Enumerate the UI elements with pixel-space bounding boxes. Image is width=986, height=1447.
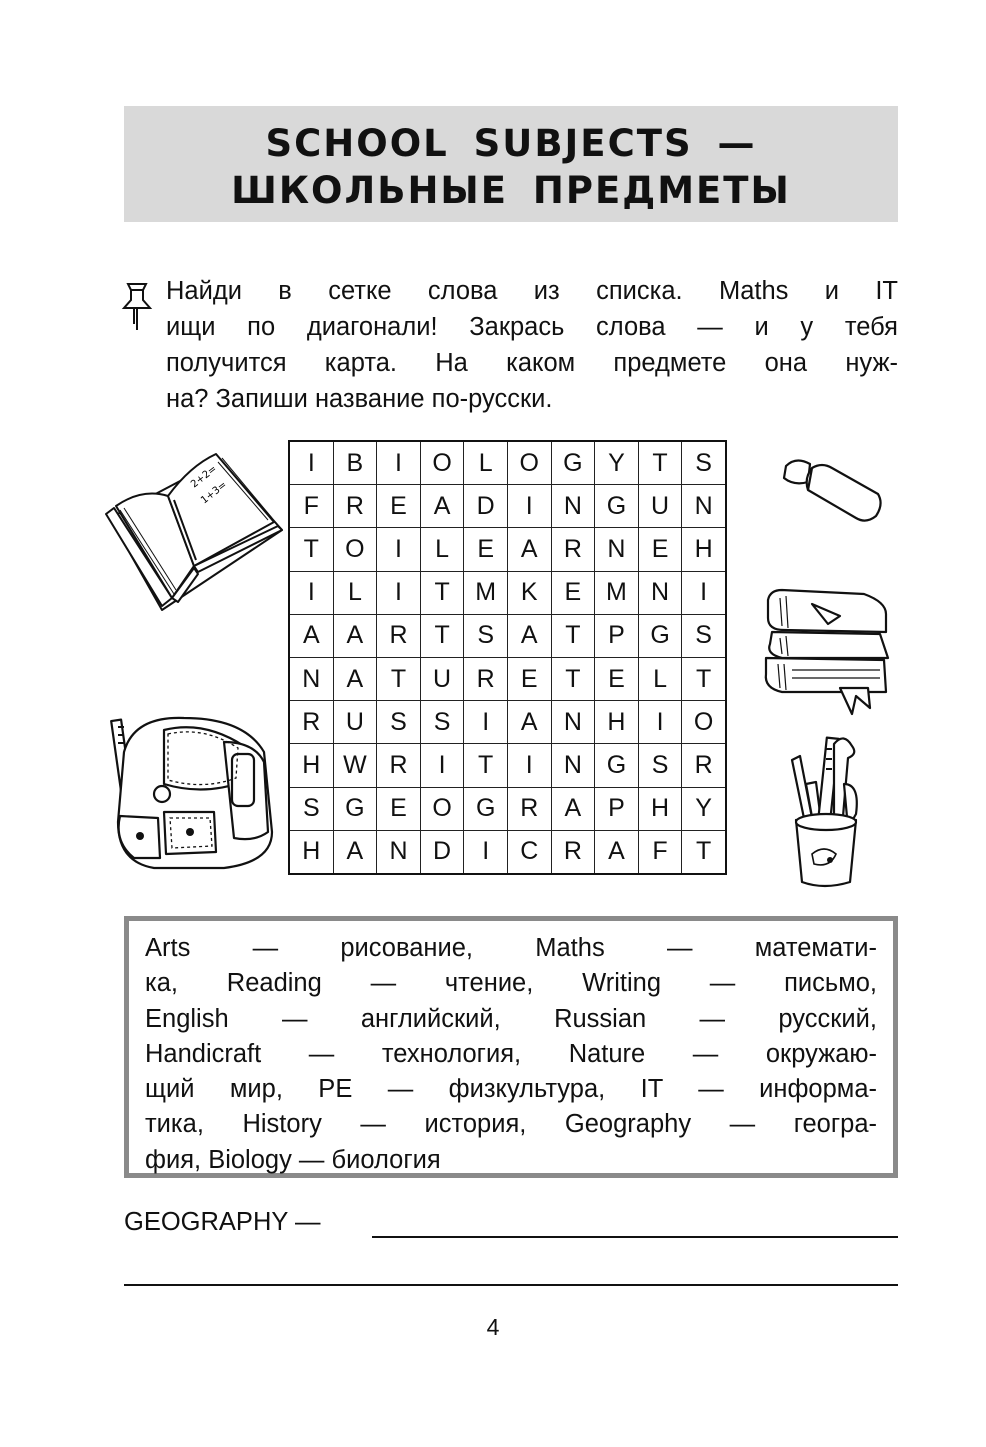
answer-label: GEOGRAPHY — xyxy=(124,1208,321,1236)
grid-cell[interactable]: T xyxy=(682,830,726,874)
grid-cell[interactable]: U xyxy=(638,485,682,528)
grid-cell[interactable]: R xyxy=(377,614,421,657)
grid-cell[interactable]: K xyxy=(507,571,551,614)
grid-cell[interactable]: A xyxy=(595,830,639,874)
grid-cell[interactable]: A xyxy=(289,614,333,657)
grid-cell[interactable]: H xyxy=(595,701,639,744)
grid-cell[interactable]: I xyxy=(420,744,464,787)
grid-cell[interactable]: G xyxy=(551,441,595,485)
grid-cell[interactable]: I xyxy=(377,571,421,614)
pencil-cup-illustration xyxy=(784,724,864,890)
grid-cell[interactable]: R xyxy=(377,744,421,787)
grid-cell[interactable]: A xyxy=(507,528,551,571)
grid-cell[interactable]: T xyxy=(377,657,421,700)
grid-cell[interactable]: N xyxy=(289,657,333,700)
grid-cell[interactable]: O xyxy=(420,787,464,830)
grid-cell[interactable]: W xyxy=(333,744,377,787)
grid-cell[interactable]: T xyxy=(420,571,464,614)
grid-cell[interactable]: R xyxy=(333,485,377,528)
instruction-line: Найди в сетке слова из списка. Maths и IT xyxy=(166,277,898,305)
grid-cell[interactable]: E xyxy=(377,485,421,528)
grid-cell[interactable]: O xyxy=(333,528,377,571)
grid-cell[interactable]: D xyxy=(420,830,464,874)
grid-cell[interactable]: I xyxy=(507,485,551,528)
grid-row xyxy=(289,571,726,614)
grid-cell[interactable]: H xyxy=(289,830,333,874)
grid-cell[interactable]: A xyxy=(507,701,551,744)
grid-cell[interactable]: A xyxy=(333,614,377,657)
grid-cell[interactable]: B xyxy=(333,441,377,485)
grid-cell[interactable]: E xyxy=(464,528,508,571)
grid-cell[interactable]: T xyxy=(638,441,682,485)
grid-cell[interactable]: S xyxy=(289,787,333,830)
grid-row xyxy=(289,787,726,830)
grid-cell[interactable]: C xyxy=(507,830,551,874)
grid-cell[interactable]: U xyxy=(333,701,377,744)
grid-cell[interactable]: H xyxy=(682,528,726,571)
page-title xyxy=(124,106,898,222)
grid-cell[interactable]: I xyxy=(464,830,508,874)
grid-cell[interactable]: A xyxy=(333,830,377,874)
grid-cell[interactable]: P xyxy=(595,614,639,657)
grid-cell[interactable]: N xyxy=(551,744,595,787)
vocabulary-box xyxy=(124,916,898,1178)
grid-cell[interactable]: R xyxy=(507,787,551,830)
grid-cell[interactable]: Y xyxy=(682,787,726,830)
grid-row xyxy=(289,614,726,657)
grid-cell[interactable]: I xyxy=(638,701,682,744)
grid-cell[interactable]: S xyxy=(420,701,464,744)
vocabulary-line: щий мир, PE — физкультура, IT — информа- xyxy=(145,1075,877,1104)
open-book-illustration xyxy=(102,448,286,614)
vocabulary-line: Handicraft — технология, Nature — окружаю- xyxy=(145,1039,877,1068)
grid-cell[interactable]: T xyxy=(289,528,333,571)
title-line-english: SCHOOL SUBJECTS — xyxy=(265,122,757,165)
grid-cell[interactable]: I xyxy=(377,528,421,571)
grid-cell[interactable]: N xyxy=(551,485,595,528)
grid-cell[interactable]: M xyxy=(595,571,639,614)
grid-cell[interactable]: S xyxy=(638,744,682,787)
grid-cell[interactable]: T xyxy=(551,657,595,700)
grid-cell[interactable]: N xyxy=(595,528,639,571)
book-math-text-1: 2+2= xyxy=(189,463,220,491)
instruction-line: на? Запиши название по-русски. xyxy=(166,385,553,413)
grid-cell[interactable]: O xyxy=(420,441,464,485)
page-number: 4 xyxy=(486,1314,500,1340)
grid-cell[interactable]: G xyxy=(333,787,377,830)
answer-write-line-2[interactable] xyxy=(124,1284,898,1286)
vocabulary-line: тика, History — история, Geography — геогра- xyxy=(145,1110,877,1139)
word-search-grid xyxy=(288,440,727,875)
grid-cell[interactable]: E xyxy=(377,787,421,830)
grid-cell[interactable]: P xyxy=(595,787,639,830)
vocabulary-line: фия, Biology — биология xyxy=(145,1145,441,1174)
grid-cell[interactable]: E xyxy=(638,528,682,571)
grid-cell[interactable]: F xyxy=(638,830,682,874)
usb-drive-illustration xyxy=(778,454,886,526)
grid-cell[interactable]: A xyxy=(333,657,377,700)
grid-cell[interactable]: I xyxy=(377,441,421,485)
title-line-russian: ШКОЛЬНЫЕ ПРЕДМЕТЫ xyxy=(231,169,791,212)
grid-cell[interactable]: E xyxy=(507,657,551,700)
grid-cell[interactable]: F xyxy=(289,485,333,528)
grid-cell[interactable]: E xyxy=(595,657,639,700)
grid-cell[interactable]: G xyxy=(638,614,682,657)
grid-cell[interactable]: I xyxy=(289,441,333,485)
book-math-text-2: 1+3= xyxy=(199,479,230,507)
grid-cell[interactable]: T xyxy=(420,614,464,657)
answer-write-line[interactable] xyxy=(372,1236,898,1238)
grid-cell[interactable]: N xyxy=(377,830,421,874)
grid-cell[interactable]: I xyxy=(289,571,333,614)
grid-cell[interactable]: L xyxy=(464,441,508,485)
grid-cell[interactable]: N xyxy=(551,701,595,744)
instruction-line: ищи по диагонали! Закрась слова — и у тебя xyxy=(166,313,898,341)
grid-cell[interactable]: I xyxy=(682,571,726,614)
grid-cell[interactable]: N xyxy=(638,571,682,614)
grid-cell[interactable]: D xyxy=(464,485,508,528)
pushpin-icon xyxy=(118,278,162,336)
grid-cell[interactable]: N xyxy=(682,485,726,528)
grid-row xyxy=(289,701,726,744)
grid-cell[interactable]: G xyxy=(595,485,639,528)
grid-row xyxy=(289,744,726,787)
grid-cell[interactable]: G xyxy=(464,787,508,830)
grid-cell[interactable]: L xyxy=(420,528,464,571)
grid-cell[interactable]: R xyxy=(551,830,595,874)
grid-cell[interactable]: I xyxy=(507,744,551,787)
grid-cell[interactable]: G xyxy=(595,744,639,787)
grid-cell[interactable]: H xyxy=(638,787,682,830)
grid-cell[interactable]: A xyxy=(507,614,551,657)
grid-cell[interactable]: R xyxy=(464,657,508,700)
grid-row xyxy=(289,830,726,874)
vocabulary-line: English — английский, Russian — русский, xyxy=(145,1004,877,1033)
vocabulary-line: Arts — рисование, Maths — математи- xyxy=(145,934,877,962)
grid-cell[interactable]: T xyxy=(464,744,508,787)
grid-cell[interactable]: O xyxy=(507,441,551,485)
instruction-text xyxy=(166,273,898,417)
stack-of-books-illustration xyxy=(760,588,892,718)
grid-cell[interactable]: I xyxy=(464,701,508,744)
grid-row xyxy=(289,657,726,700)
grid-cell[interactable]: S xyxy=(464,614,508,657)
backpack-illustration xyxy=(104,712,280,874)
grid-cell[interactable]: L xyxy=(638,657,682,700)
grid-cell[interactable]: O xyxy=(682,701,726,744)
grid-cell[interactable]: T xyxy=(682,657,726,700)
grid-cell[interactable]: R xyxy=(289,701,333,744)
grid-row xyxy=(289,528,726,571)
grid-cell[interactable]: A xyxy=(551,787,595,830)
grid-cell[interactable]: U xyxy=(420,657,464,700)
grid-cell[interactable]: A xyxy=(420,485,464,528)
grid-cell[interactable]: M xyxy=(464,571,508,614)
grid-cell[interactable]: Y xyxy=(595,441,639,485)
grid-row xyxy=(289,441,726,485)
grid-cell[interactable]: R xyxy=(682,744,726,787)
grid-row xyxy=(289,485,726,528)
instruction-line: получится карта. На каком предмете она нуж- xyxy=(166,349,898,377)
grid-cell[interactable]: L xyxy=(333,571,377,614)
grid-cell[interactable]: R xyxy=(551,528,595,571)
vocabulary-line: ка, Reading — чтение, Writing — письмо, xyxy=(145,969,877,998)
grid-cell[interactable]: T xyxy=(551,614,595,657)
grid-cell[interactable]: S xyxy=(377,701,421,744)
grid-cell[interactable]: H xyxy=(289,744,333,787)
grid-cell[interactable]: S xyxy=(682,614,726,657)
grid-cell[interactable]: S xyxy=(682,441,726,485)
grid-cell[interactable]: E xyxy=(551,571,595,614)
